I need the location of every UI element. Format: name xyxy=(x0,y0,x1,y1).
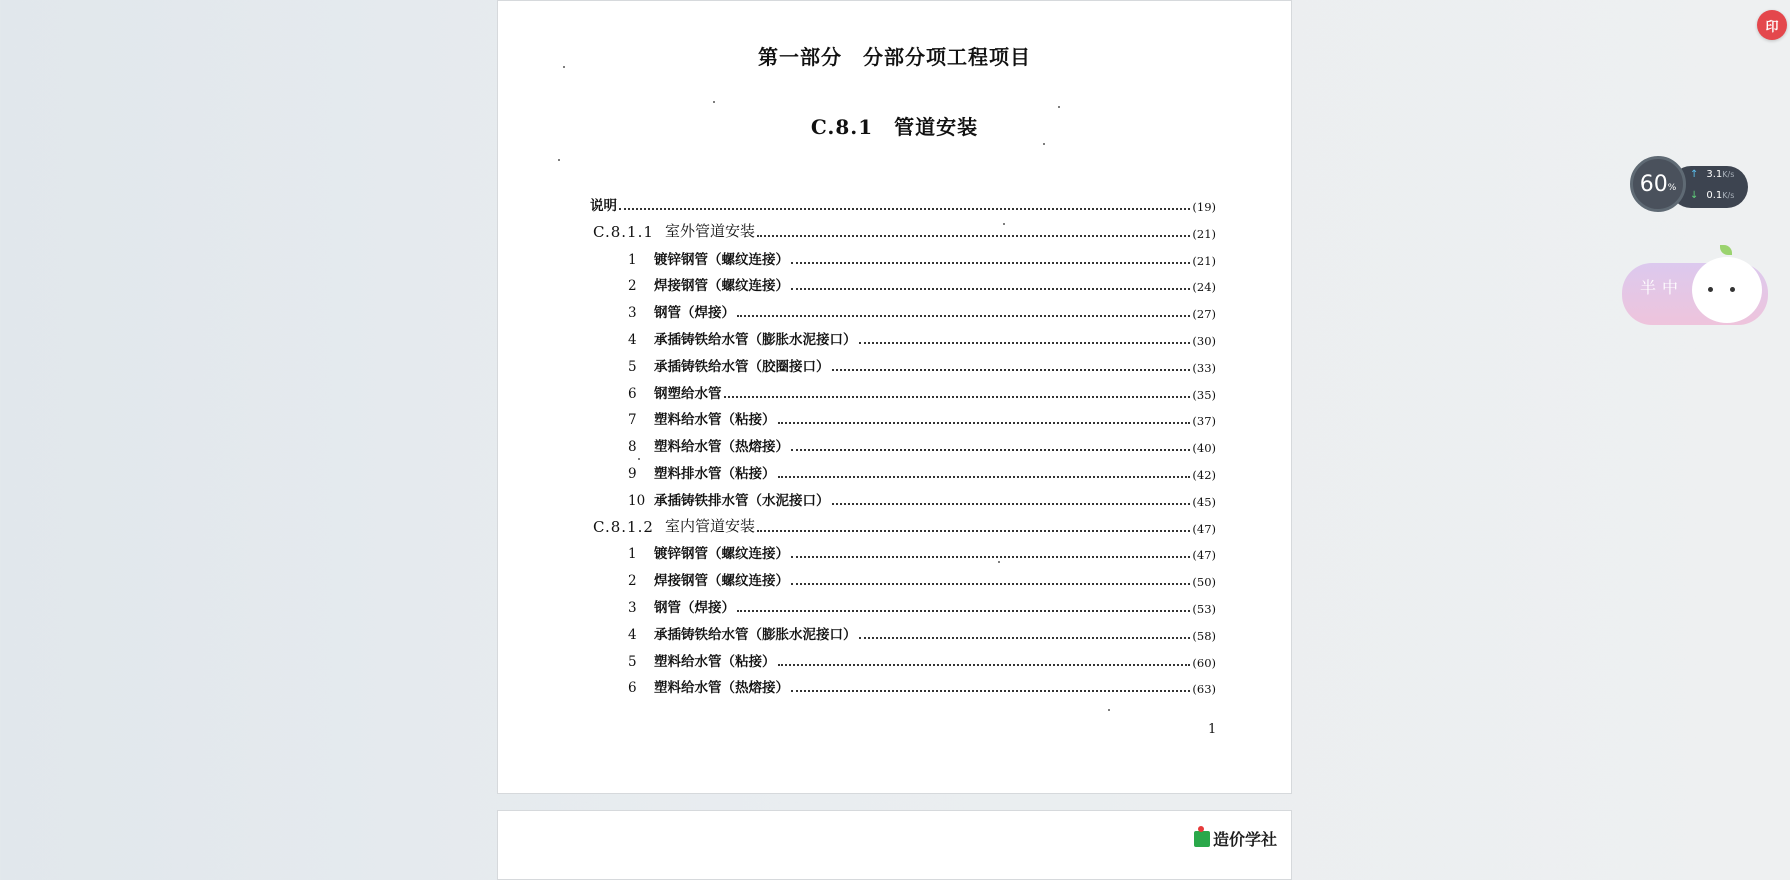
toc-number: 8 xyxy=(628,439,637,456)
toc-number: 10 xyxy=(628,492,646,509)
toc-leader xyxy=(757,530,1190,532)
pet-text: 半中 xyxy=(1640,278,1685,297)
toc-number: C.8.1.1 xyxy=(593,222,654,241)
toc-number: 3 xyxy=(628,305,637,322)
scan-speck xyxy=(713,101,715,103)
toc-number: 2 xyxy=(628,573,637,590)
toc-row[interactable] xyxy=(628,462,1216,482)
toc-number: 5 xyxy=(628,653,637,670)
download-speed-value: 0.1 xyxy=(1706,190,1723,201)
toc-page-number: (37) xyxy=(1192,414,1216,429)
scan-speck xyxy=(558,159,560,161)
toc-row[interactable] xyxy=(628,355,1216,375)
toc-number: 6 xyxy=(628,680,637,697)
toc-title: 塑料排水管（粘接） xyxy=(654,466,776,482)
page-number: 1 xyxy=(1208,722,1217,737)
toc-page-number: (60) xyxy=(1192,655,1216,670)
toc-leader xyxy=(791,690,1190,692)
scan-speck xyxy=(638,458,640,460)
toc-leader xyxy=(778,422,1191,424)
toc-number: 1 xyxy=(628,251,637,268)
scan-speck xyxy=(563,66,565,68)
toc-page-number: (33) xyxy=(1192,360,1216,375)
toc-page-number: (47) xyxy=(1192,521,1216,536)
toc-number: 1 xyxy=(628,546,637,563)
toc-number: 6 xyxy=(628,385,637,402)
floating-badge-button[interactable]: 印 xyxy=(1757,10,1787,40)
toc-leader xyxy=(757,235,1190,237)
toc-title: 室外管道安装 xyxy=(665,221,756,240)
toc-page-number: (50) xyxy=(1192,575,1216,590)
toc-number: C.8.1.2 xyxy=(593,517,654,536)
toc-leader xyxy=(791,449,1190,451)
cpu-usage-value: 60 xyxy=(1639,171,1668,197)
toc-leader xyxy=(778,664,1191,666)
toc-row[interactable] xyxy=(628,328,1216,348)
pet-mascot-icon xyxy=(1692,257,1762,323)
toc-page-number: (35) xyxy=(1192,387,1216,402)
toc-leader xyxy=(859,342,1191,344)
toc-page-number: (47) xyxy=(1192,548,1216,563)
toc-title: 塑料给水管（热熔接） xyxy=(654,439,789,456)
cpu-usage-gauge xyxy=(1630,156,1686,212)
toc-row[interactable] xyxy=(628,408,1216,428)
upload-arrow-icon: ↑ xyxy=(1690,169,1699,180)
toc-number: 2 xyxy=(628,278,637,295)
network-monitor-widget[interactable] xyxy=(1630,156,1750,214)
toc-title: 承插铸铁给水管（胶圈接口） xyxy=(654,358,830,375)
toc-title: 钢管（焊接） xyxy=(654,600,735,616)
toc-row[interactable] xyxy=(593,221,1216,241)
desktop-pet-widget[interactable] xyxy=(1620,245,1770,330)
toc-page-number: (19) xyxy=(1192,200,1216,214)
toc-number: 4 xyxy=(628,332,637,348)
toc-row[interactable] xyxy=(593,516,1216,536)
toc-leader xyxy=(859,637,1191,639)
toc-page-number: (63) xyxy=(1192,682,1216,697)
toc-number: 4 xyxy=(628,626,637,643)
toc-title: 塑料给水管（粘接） xyxy=(654,653,776,670)
scan-speck xyxy=(1058,106,1060,108)
toc-page-number: (53) xyxy=(1192,602,1216,616)
watermark-logo-icon xyxy=(1194,831,1210,847)
toc-row[interactable] xyxy=(628,542,1216,562)
toc-title: 钢管（焊接） xyxy=(654,305,735,322)
download-arrow-icon: ↓ xyxy=(1690,190,1699,201)
upload-speed-value: 3.1 xyxy=(1706,169,1723,180)
toc-page-number: (45) xyxy=(1192,494,1216,509)
toc-row[interactable] xyxy=(628,435,1216,455)
watermark-text: 造价学社 xyxy=(1212,830,1277,849)
section-title: C.8.1 管道安装 xyxy=(810,115,979,139)
toc-row[interactable] xyxy=(628,489,1216,509)
toc-leader xyxy=(791,288,1190,290)
document-page-1 xyxy=(497,0,1292,794)
toc-leader xyxy=(791,583,1190,585)
toc-row[interactable] xyxy=(628,248,1216,268)
toc-page-number: (21) xyxy=(1192,253,1216,268)
toc-page-number: (30) xyxy=(1192,334,1216,348)
part-title: 第一部分 分部分项工程项目 xyxy=(758,45,1031,69)
toc-number: 3 xyxy=(628,600,637,616)
toc-page-number: (24) xyxy=(1192,280,1216,295)
toc-title: 塑料给水管（粘接） xyxy=(654,412,776,429)
toc-page-number: (21) xyxy=(1192,226,1216,241)
toc-title: 室内管道安装 xyxy=(665,516,756,535)
toc-leader xyxy=(737,610,1190,612)
toc-leader xyxy=(832,503,1191,505)
toc-title: 焊接钢管（螺纹连接） xyxy=(654,278,789,295)
toc-leader xyxy=(737,315,1190,317)
toc-row[interactable] xyxy=(628,301,1216,321)
watermark xyxy=(1194,827,1277,850)
scan-speck xyxy=(1108,709,1110,711)
upload-speed-unit: K/s xyxy=(1722,170,1735,179)
upload-speed xyxy=(1690,169,1734,180)
cpu-usage-unit: % xyxy=(1667,183,1677,193)
toc-row[interactable] xyxy=(628,569,1216,589)
toc-title: 钢塑给水管 xyxy=(654,385,722,402)
toc-leader xyxy=(791,262,1190,264)
toc-leader xyxy=(619,208,1190,210)
toc-page-number: (42) xyxy=(1192,468,1216,482)
toc-title: 焊接钢管（螺纹连接） xyxy=(654,573,789,590)
toc-number: 7 xyxy=(628,412,637,429)
toc-title: 承插铸铁排水管（水泥接口） xyxy=(654,492,830,509)
toc-number: 9 xyxy=(628,466,637,482)
download-speed-unit: K/s xyxy=(1722,191,1735,200)
scan-speck xyxy=(1003,223,1005,225)
toc-leader xyxy=(791,556,1190,558)
toc-title: 承插铸铁给水管（膨胀水泥接口） xyxy=(654,332,857,348)
toc-page-number: (58) xyxy=(1192,628,1216,643)
document-page-2 xyxy=(497,810,1292,880)
toc-page-number: (27) xyxy=(1192,307,1216,322)
toc-number: 5 xyxy=(628,358,637,375)
toc-leader xyxy=(778,476,1191,478)
leaf-icon xyxy=(1720,245,1732,255)
toc-row[interactable] xyxy=(590,194,1216,214)
toc-title: 说明 xyxy=(590,198,617,214)
toc-title: 承插铸铁给水管（膨胀水泥接口） xyxy=(654,626,857,643)
toc-leader xyxy=(832,369,1191,371)
toc-leader xyxy=(724,396,1191,398)
toc-row[interactable] xyxy=(628,676,1216,696)
toc-title: 镀锌钢管（螺纹连接） xyxy=(654,546,789,563)
toc-title: 镀锌钢管（螺纹连接） xyxy=(654,251,789,268)
toc-row[interactable] xyxy=(628,650,1216,670)
toc-row[interactable] xyxy=(628,596,1216,616)
toc-title: 塑料给水管（热熔接） xyxy=(654,680,789,697)
toc-row[interactable] xyxy=(628,274,1216,294)
toc-page-number: (40) xyxy=(1192,441,1216,456)
download-speed xyxy=(1690,190,1734,201)
scan-speck xyxy=(1043,143,1045,145)
toc-row[interactable] xyxy=(628,382,1216,402)
scan-speck xyxy=(998,561,1000,563)
toc-row[interactable] xyxy=(628,623,1216,643)
